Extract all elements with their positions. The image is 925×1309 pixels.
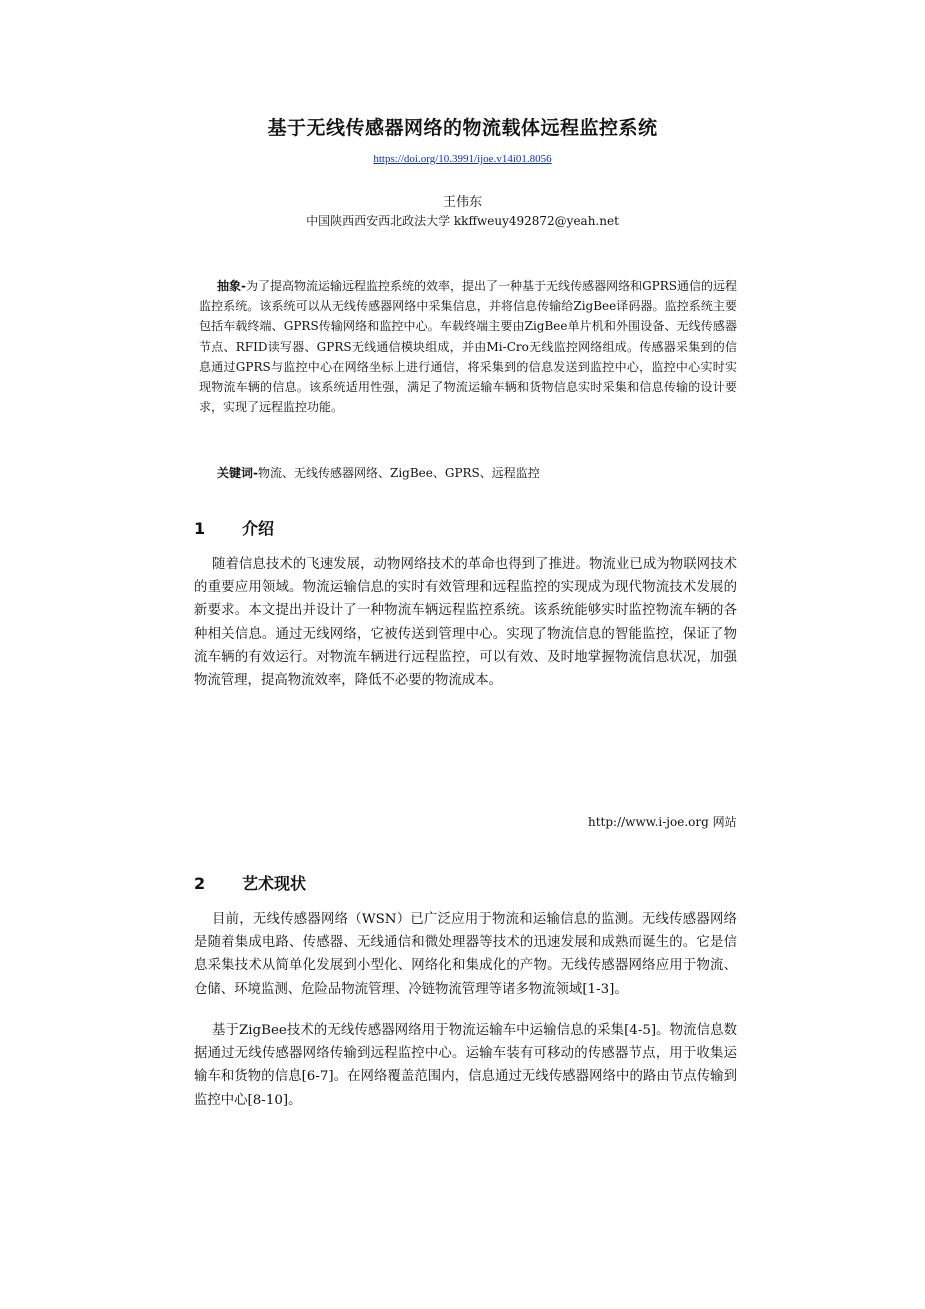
- section-1-title: 介绍: [242, 519, 275, 538]
- section-2-number: 2: [194, 874, 206, 893]
- keywords: [217, 463, 737, 483]
- section-2-paragraph-1: 目前，无线传感器网络（WSN）已广泛应用于物流和运输信息的监测。无线传感器网络是随着集成电路、传感器、无线通信和微处理器等技术的迅速发展和成熟而诞生的。它是信息采集技术从简单化发展到小型化、网络化和集成化的产物。无线传感器网络应用于物流、仓储、环境监测、危险品物流管理、冷链物流管理等诸多物流领域[1-3]。: [194, 912, 737, 997]
- section-1-heading: [194, 516, 274, 539]
- paper-title: 基于无线传感器网络的物流载体远程监控系统: [267, 117, 658, 139]
- abstract: [199, 276, 737, 417]
- keywords-label: 关键词-: [217, 466, 258, 480]
- section-2-title: 艺术现状: [242, 874, 307, 893]
- section-2-heading: [194, 871, 306, 894]
- abstract-text: 为了提高物流运输远程监控系统的效率，提出了一种基于无线传感器网络和GPRS通信的远程监控系统。该系统可以从无线传感器网络中采集信息，并将信息传输给ZigBee译码器。监控系统主要包括车载终端、GPRS传输网络和监控中心。车载终端主要由ZigBee单片机和外围设备、无线传感器节点、RFID读写器、GPRS无线通信模块组成，并由Mi-Cro无线监控网络组成。传感器采集到的信息通过GPRS与监控中心在网络坐标上进行通信，将采集到的信息发送到监控中心，监控中心实时实现物流车辆的信息。该系统适用性强，满足了物流运输车辆和货物信息实时采集和信息传输的设计要求，实现了远程监控功能。: [199, 279, 738, 415]
- author-name: 王伟东: [442, 195, 482, 210]
- section-2-paragraph-2: 基于ZigBee技术的无线传感器网络用于物流运输车中运输信息的采集[4-5]。物流信息数据通过无线传感器网络传输到远程监控中心。运输车装有可移动的传感器节点，用于收集运输车和货物的信息[6-7]。在网络覆盖范围内，信息通过无线传感器网络中的路由节点传输到监控中心[8-10]。: [194, 1023, 737, 1108]
- author-affiliation: 中国陕西西安西北政法大学 kkffweuy492872@yeah.net: [306, 214, 619, 228]
- doi-line: [0, 153, 925, 165]
- abstract-label: 抽象-: [217, 279, 246, 293]
- section-1-paragraph: 随着信息技术的飞速发展，动物网络技术的革命也得到了推进。物流业已成为物联网技术的重要应用领域。物流运输信息的实时有效管理和远程监控的实现成为现代物流技术发展的新要求。本文提出并设计了一种物流车辆远程监控系统。该系统能够实时监控物流车辆的各种相关信息。通过无线网络，它被传送到管理中心。实现了物流信息的智能监控，保证了物流车辆的有效运行。对物流车辆进行远程监控，可以有效、及时地掌握物流信息状况，加强物流管理，提高物流效率，降低不必要的物流成本。: [194, 557, 737, 689]
- section-1-number: 1: [194, 519, 206, 538]
- keywords-text: 物流、无线传感器网络、ZigBee、GPRS、远程监控: [257, 466, 540, 480]
- website-note: http://www.i-joe.org 网站: [588, 815, 737, 829]
- doi-link[interactable]: https://doi.org/10.3991/ijoe.v14i01.8056: [373, 153, 552, 165]
